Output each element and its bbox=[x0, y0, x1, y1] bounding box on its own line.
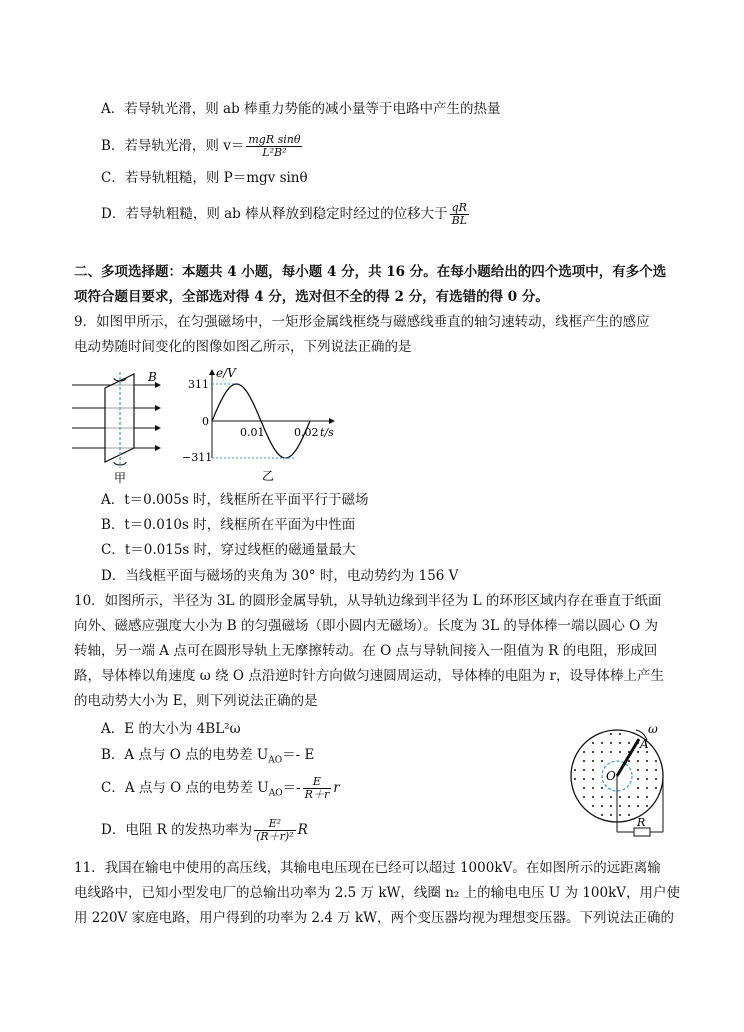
q10-option-c bbox=[101, 776, 340, 804]
q11-stem-line1: 11．我国在输电中使用的高压线，其输电电压现在已经可以超过 1000kV。在如图所示的远距离输 bbox=[74, 860, 661, 876]
field-dot bbox=[637, 787, 639, 789]
q10-option-c-numerator: E bbox=[303, 776, 332, 789]
field-dot bbox=[619, 796, 621, 798]
field-dot bbox=[574, 769, 576, 771]
field-dot bbox=[646, 769, 648, 771]
q8-option-d-text: D．若导轨粗糙，则 ab 棒从释放到稳定时经过的位移大于 bbox=[101, 206, 448, 222]
q9-option-c: C．t＝0.015s 时，穿过线框的磁通量最大 bbox=[101, 542, 356, 558]
field-dot bbox=[583, 778, 585, 780]
field-dot bbox=[619, 805, 621, 807]
y-tick-minus-311: −311 bbox=[182, 451, 213, 464]
field-dot bbox=[637, 760, 639, 762]
q8-option-b-fraction bbox=[246, 134, 302, 159]
q10-option-d-fraction bbox=[254, 818, 296, 843]
q10-option-c-mid: ＝- bbox=[282, 780, 301, 796]
field-b-label: B bbox=[148, 370, 157, 384]
q8-option-b-numerator: mgR sinθ bbox=[248, 133, 301, 146]
figure-yi-caption: 乙 bbox=[262, 469, 275, 483]
q10-option-d bbox=[101, 818, 308, 843]
field-dot bbox=[637, 751, 639, 753]
q10-option-c-denominator: R＋r bbox=[304, 788, 330, 801]
field-dot bbox=[592, 787, 594, 789]
field-dot bbox=[619, 742, 621, 744]
field-dot bbox=[601, 751, 603, 753]
field-dot bbox=[646, 778, 648, 780]
q10-option-d-numerator: E² bbox=[254, 818, 296, 831]
field-dot bbox=[655, 787, 657, 789]
field-dot bbox=[628, 742, 630, 744]
field-dot bbox=[646, 796, 648, 798]
field-dot bbox=[601, 787, 603, 789]
q9-figure-yi bbox=[180, 364, 350, 486]
field-dot bbox=[610, 814, 612, 816]
q10-stem-line3: 转轴，另一端 A 点可在圆形导轨上无摩擦转动。在 O 点与导轨间接入一阻值为 R 的电阻，形成回 bbox=[74, 643, 658, 659]
q8-option-d-denominator: BL bbox=[451, 214, 467, 227]
resistor-r bbox=[634, 828, 650, 836]
y-tick-311: 311 bbox=[188, 378, 209, 391]
q8-option-d bbox=[101, 202, 471, 227]
q10-option-c-fraction bbox=[303, 776, 332, 801]
field-dot bbox=[610, 796, 612, 798]
q10-figure bbox=[566, 718, 676, 842]
field-dot bbox=[601, 814, 603, 816]
q10-option-b bbox=[101, 745, 314, 771]
field-dot bbox=[601, 805, 603, 807]
field-dot bbox=[610, 751, 612, 753]
field-dot bbox=[628, 796, 630, 798]
q10-option-b-subscript: AO bbox=[268, 755, 283, 766]
q8-option-d-fraction bbox=[450, 202, 469, 227]
q11-stem-line3: 用 220V 家庭电路，用户得到的功率为 2.4 万 kW，两个变压器均视为理想变压器。下列说法正确的 bbox=[74, 910, 674, 926]
x-tick-001: 0.01 bbox=[240, 426, 265, 439]
field-dot bbox=[583, 751, 585, 753]
q10-option-d-text: D．电阻 R 的发热功率为 bbox=[101, 822, 253, 838]
field-dot bbox=[601, 760, 603, 762]
q8-option-b bbox=[101, 134, 304, 159]
field-dot bbox=[592, 769, 594, 771]
field-dot bbox=[592, 778, 594, 780]
field-dot bbox=[637, 805, 639, 807]
field-dot bbox=[583, 787, 585, 789]
field-dot bbox=[601, 742, 603, 744]
field-dot bbox=[592, 742, 594, 744]
q10-stem-line1: 10．如图所示，半径为 3L 的圆形金属导轨，从导轨边缘到半径为 L 的环形区域内存在垂直于纸面 bbox=[74, 593, 662, 609]
field-dot bbox=[592, 751, 594, 753]
q8-option-b-text: B．若导轨光滑，则 v＝ bbox=[101, 138, 245, 154]
q9-option-a: A．t＝0.005s 时，线框所在平面平行于磁场 bbox=[101, 492, 369, 508]
y-axis-label: e/V bbox=[216, 366, 236, 380]
field-dot bbox=[619, 733, 621, 735]
omega-label: ω bbox=[648, 722, 658, 736]
q10-option-d-tail: R bbox=[297, 822, 308, 838]
resistor-label: R bbox=[637, 816, 646, 829]
q11-stem-line2: 电线路中，已知小型发电厂的总输出功率为 2.5 万 kW，线圈 n₂ 上的输电电压 U 为 100kV，用户使 bbox=[74, 885, 681, 901]
field-dot bbox=[592, 805, 594, 807]
q9-figure-jia bbox=[70, 368, 180, 486]
q10-option-c-tail: r bbox=[333, 780, 340, 796]
field-dot bbox=[583, 760, 585, 762]
q9-stem-line2: 电动势随时间变化的图像如图乙所示，下列说法正确的是 bbox=[74, 339, 412, 355]
section2-heading-line1: 二、多项选择题：本题共 4 小题，每小题 4 分，共 16 分。在每小题给出的四个选项中，有多个选 bbox=[74, 264, 667, 280]
q10-option-b-tail: ＝- E bbox=[282, 747, 315, 763]
section2-heading-line2: 项符合题目要求，全部选对得 4 分，选对但不全的得 2 分，有选错的得 0 分。 bbox=[74, 289, 549, 305]
field-dot bbox=[628, 814, 630, 816]
field-dot bbox=[583, 796, 585, 798]
field-dot bbox=[646, 751, 648, 753]
field-dot bbox=[610, 733, 612, 735]
field-dot bbox=[619, 814, 621, 816]
q9-option-d: D．当线框平面与磁场的夹角为 30° 时，电动势约为 156 V bbox=[101, 568, 459, 584]
q10-stem-line4: 路，导体棒以角速度 ω 绕 O 点沿逆时针方向做匀速圆周运动，导体棒的电阻为 r，设导体棒上产生 bbox=[74, 668, 664, 684]
q10-option-b-text: B．A 点与 O 点的电势差 U bbox=[101, 747, 269, 763]
q9-option-b: B．t＝0.010s 时，线框所在平面为中性面 bbox=[101, 517, 356, 533]
q8-option-b-denominator: L²B² bbox=[262, 146, 287, 159]
field-dot bbox=[592, 796, 594, 798]
q8-option-a: A．若导轨光滑，则 ab 棒重力势能的减小量等于电路中产生的热量 bbox=[101, 101, 501, 117]
point-o-label: O bbox=[606, 769, 616, 783]
q8-option-c: C．若导轨粗糙，则 P＝mgv sinθ bbox=[101, 170, 308, 186]
field-dot bbox=[655, 769, 657, 771]
field-dot bbox=[655, 778, 657, 780]
q9-stem-line1: 9．如图甲所示，在匀强磁场中，一矩形金属线框绕与磁感线垂直的轴匀速转动，线框产生的感应 bbox=[74, 314, 650, 330]
field-dot bbox=[583, 769, 585, 771]
field-dot bbox=[574, 778, 576, 780]
field-dot bbox=[601, 796, 603, 798]
x-tick-002: 0.02 bbox=[294, 426, 319, 439]
field-dot bbox=[655, 760, 657, 762]
q8-option-d-numerator: qR bbox=[450, 202, 469, 215]
field-dot bbox=[628, 805, 630, 807]
field-dot bbox=[610, 805, 612, 807]
field-dot bbox=[628, 760, 630, 762]
q10-option-a: A．E 的大小为 4BL²ω bbox=[101, 721, 241, 737]
field-dot bbox=[610, 742, 612, 744]
field-dot bbox=[619, 751, 621, 753]
figure-jia-caption: 甲 bbox=[114, 471, 127, 485]
q10-option-c-text: C．A 点与 O 点的电势差 U bbox=[101, 780, 269, 796]
field-dot bbox=[646, 805, 648, 807]
field-dot bbox=[637, 796, 639, 798]
field-dot bbox=[637, 778, 639, 780]
point-a-label: A bbox=[640, 737, 649, 751]
field-dot bbox=[637, 769, 639, 771]
x-axis-label: t/s bbox=[320, 426, 334, 439]
origin-label: 0 bbox=[202, 415, 209, 428]
q10-stem-line5: 的电动势大小为 E，则下列说法正确的是 bbox=[74, 693, 318, 709]
field-dot bbox=[592, 760, 594, 762]
field-dot bbox=[646, 760, 648, 762]
q10-option-d-denominator: (R＋r)² bbox=[256, 830, 294, 843]
q10-stem-line2: 向外、磁感应强度大小为 B 的匀强磁场（即小圆内无磁场）。长度为 3L 的导体棒一端以圆心 O 为 bbox=[74, 618, 659, 634]
q10-option-c-subscript: AO bbox=[268, 788, 283, 799]
field-dot bbox=[646, 787, 648, 789]
